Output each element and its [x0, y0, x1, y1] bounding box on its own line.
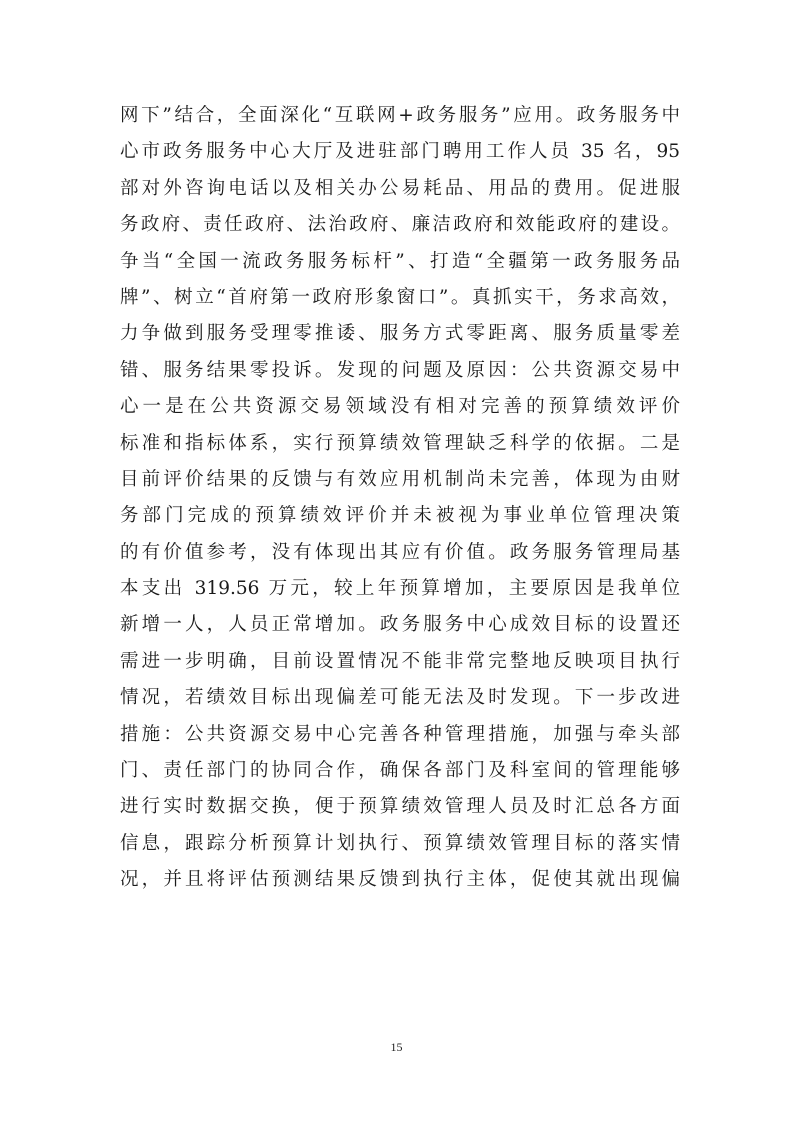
text-line: 心一是在公共资源交易领域没有相对完善的预算绩效评价 [120, 396, 680, 418]
text-line: 门、责任部门的协同合作，确保各部门及科室间的管理能够 [120, 760, 680, 782]
text-line: 心市政务服务中心大厅及进驻部门聘用工作人员 35 名，95 [120, 141, 680, 163]
text-line: 进行实时数据交换，便于预算绩效管理人员及时汇总各方面 [120, 796, 680, 818]
text-line: 务政府、责任政府、法治政府、廉洁政府和效能政府的建设。 [120, 214, 680, 236]
text-line: 网下”结合，全面深化“互联网+政务服务”应用。政务服务中 [120, 105, 680, 126]
text-line: 目前评价结果的反馈与有效应用机制尚未完善，体现为由财 [120, 468, 680, 490]
text-line: 力争做到服务受理零推诿、服务方式零距离、服务质量零差 [120, 323, 680, 345]
text-line: 新增一人，人员正常增加。政务服务中心成效目标的设置还 [120, 614, 680, 636]
text-line: 情况，若绩效目标出现偏差可能无法及时发现。下一步改进 [120, 687, 680, 709]
text-line: 务部门完成的预算绩效评价并未被视为事业单位管理决策 [120, 505, 680, 527]
text-line: 信息，跟踪分析预算计划执行、预算绩效管理目标的落实情 [120, 832, 680, 854]
text-line: 部对外咨询电话以及相关办公易耗品、用品的费用。促进服 [120, 177, 680, 199]
text-line: 标准和指标体系，实行预算绩效管理缺乏科学的依据。二是 [120, 432, 680, 454]
text-line: 的有价值参考，没有体现出其应有价值。政务服务管理局基 [120, 541, 680, 563]
body-text [120, 98, 680, 899]
text-line: 需进一步明确，目前设置情况不能非常完整地反映项目执行 [120, 650, 680, 672]
text-line: 错、服务结果零投诉。发现的问题及原因：公共资源交易中 [120, 359, 680, 381]
text-line: 况，并且将评估预测结果反馈到执行主体，促使其就出现偏 [120, 869, 680, 891]
page-number: 15 [390, 1040, 403, 1054]
text-line: 措施：公共资源交易中心完善各种管理措施，加强与牵头部 [120, 723, 680, 745]
text-line: 牌”、树立“首府第一政府形象窗口”。真抓实干，务求高效， [120, 286, 680, 308]
text-line: 本支出 319.56 万元，较上年预算增加，主要原因是我单位 [120, 578, 680, 600]
text-line: 争当“全国一流政务服务标杆”、打造“全疆第一政务服务品 [120, 250, 680, 272]
